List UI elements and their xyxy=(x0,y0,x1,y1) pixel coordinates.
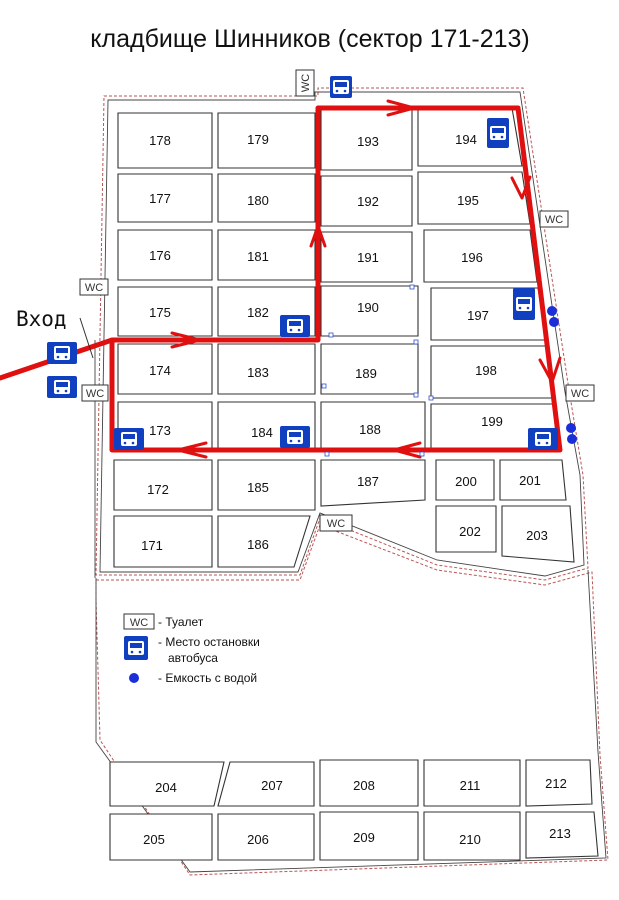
water-container-icon xyxy=(547,306,557,316)
svg-text:WC: WC xyxy=(570,388,590,400)
svg-text:WC: WC xyxy=(326,518,346,530)
sector-label: 188 xyxy=(359,422,381,437)
sector-label: 174 xyxy=(149,363,171,378)
sector-label: 191 xyxy=(357,250,379,265)
svg-text:WC: WC xyxy=(300,73,312,93)
sector-label: 210 xyxy=(459,832,481,847)
svg-text:WC: WC xyxy=(544,214,564,226)
sector-label: 209 xyxy=(353,830,375,845)
sector-label: 197 xyxy=(467,308,489,323)
toilet-icon xyxy=(566,385,594,401)
sector-label: 183 xyxy=(247,365,269,380)
sector-label: 199 xyxy=(481,414,503,429)
sector-label: 194 xyxy=(455,132,477,147)
sector-label: 189 xyxy=(355,366,377,381)
sector-label: 180 xyxy=(247,193,269,208)
sector-label: 178 xyxy=(149,133,171,148)
sector-label: 177 xyxy=(149,191,171,206)
sector-label: 205 xyxy=(143,832,165,847)
sector-label: 172 xyxy=(147,482,169,497)
sector-label: 202 xyxy=(459,524,481,539)
svg-text:WC: WC xyxy=(84,282,104,294)
bus-stop-icon xyxy=(124,636,148,660)
bus-stop-icon[interactable] xyxy=(47,376,77,398)
sector-label: 190 xyxy=(357,300,379,315)
sector-label: 200 xyxy=(455,474,477,489)
sector-label: 204 xyxy=(155,780,177,795)
bus-stop-icon[interactable] xyxy=(280,426,310,448)
plot-171[interactable] xyxy=(114,516,212,567)
sector-label: 171 xyxy=(141,538,163,553)
legend-toilet xyxy=(124,614,204,629)
toilet-icon xyxy=(540,211,568,227)
sector-label: 196 xyxy=(461,250,483,265)
svg-text:WC: WC xyxy=(85,388,105,400)
sector-label: 176 xyxy=(149,248,171,263)
water-container-icon xyxy=(129,673,139,683)
toilet-icon xyxy=(82,385,108,401)
sector-label: 175 xyxy=(149,305,171,320)
sector-label: 198 xyxy=(475,363,497,378)
legend-water-text: - Емкость с водой xyxy=(158,671,258,685)
bus-stop-icon[interactable] xyxy=(487,118,509,148)
toilet-icon xyxy=(320,515,352,531)
water-container-icon xyxy=(567,434,577,444)
legend-wc-label: WC xyxy=(129,617,149,629)
bus-stop-icon[interactable] xyxy=(114,428,144,450)
sector-label: 186 xyxy=(247,537,269,552)
sector-label: 207 xyxy=(261,778,283,793)
legend-water xyxy=(129,671,257,685)
sector-label: 179 xyxy=(247,132,269,147)
bus-stop-icon[interactable] xyxy=(528,428,558,450)
sector-label: 184 xyxy=(251,425,273,440)
sector-label: 213 xyxy=(549,826,571,841)
sector-label: 206 xyxy=(247,832,269,847)
water-container-icon xyxy=(549,317,559,327)
bus-stop-icon[interactable] xyxy=(47,342,77,364)
legend-bus-text-1: - Место остановки xyxy=(158,635,260,649)
sector-label: 185 xyxy=(247,480,269,495)
legend-toilet-text: - Туалет xyxy=(158,615,204,629)
legend xyxy=(124,614,260,685)
sector-label: 208 xyxy=(353,778,375,793)
sector-label: 182 xyxy=(247,305,269,320)
toilet-icon xyxy=(80,279,108,295)
bus-stop-icon[interactable] xyxy=(330,76,352,98)
sector-label: 173 xyxy=(149,423,171,438)
sector-label: 192 xyxy=(357,194,379,209)
sector-label: 193 xyxy=(357,134,379,149)
sector-label: 181 xyxy=(247,249,269,264)
bus-stop-icon[interactable] xyxy=(280,315,310,337)
sector-label: 201 xyxy=(519,473,541,488)
sector-label: 211 xyxy=(459,778,481,793)
sector-label: 212 xyxy=(545,776,567,791)
sector-label: 187 xyxy=(357,474,379,489)
bus-stop-icon[interactable] xyxy=(513,288,535,320)
toilet-icon xyxy=(296,70,314,96)
sector-label: 195 xyxy=(457,193,479,208)
sector-label: 203 xyxy=(526,528,548,543)
entrance-label: Вход xyxy=(16,307,67,331)
water-container-icon xyxy=(566,423,576,433)
legend-bus-text-2: автобуса xyxy=(168,651,218,665)
map-title: кладбище Шинников (сектор 171-213) xyxy=(90,25,530,53)
legend-bus-stop xyxy=(124,635,260,665)
